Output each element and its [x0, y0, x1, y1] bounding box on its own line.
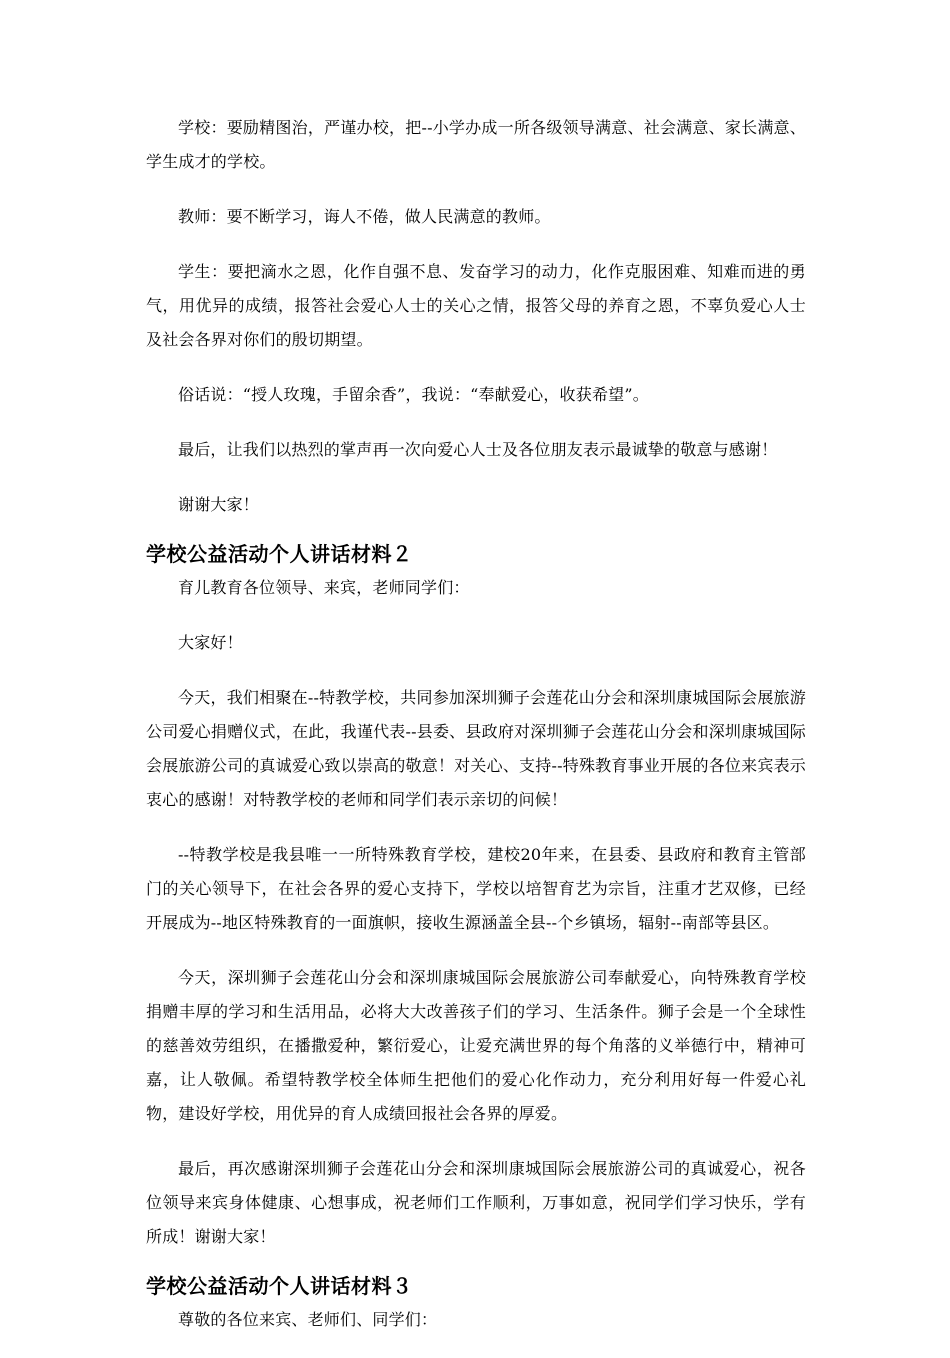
paragraph-salutation-3: 尊敬的各位来宾、老师们、同学们： [178, 1310, 438, 1329]
paragraph-proverb: 俗话说：“授人玫瑰，手留余香”，我说：“奉献爱心，收获希望”。 [178, 385, 649, 404]
paragraph-salutation-2: 育儿教育各位领导、来宾，老师同学们： [178, 578, 470, 597]
paragraph-final-thanks: 最后，再次感谢深圳狮子会莲花山分会和深圳康城国际会展旅游公司的真诚爱心，祝各位领导来宾身体健康、心想事成，祝老师们工作顺利，万事如意，祝同学们学习快乐，学有所成！谢谢大家！ [146, 1159, 806, 1246]
paragraph-student-goal: 学生：要把滴水之恩，化作自强不息、发奋学习的动力，化作克服困难、知难而进的勇气，用优异的成绩，报答社会爱心人士的关心之情，报答父母的养育之恩，不辜负爱心人士及社会各界对你们的殷切期望。 [146, 262, 806, 349]
paragraph-donation: 今天，深圳狮子会莲花山分会和深圳康城国际会展旅游公司奉献爱心，向特殊教育学校捐赠丰厚的学习和生活用品，必将大大改善孩子们的学习、生活条件。狮子会是一个全球性的慈善效劳组织，在播撒爱种，繁衍爱心，让爱充满世界的每个角落的义举德行中，精神可嘉，让人敬佩。希望特教学校全体师生把他们的爱心化作动力，充分利用好每一件爱心礼物，建设好学校，用优异的育人成绩回报社会各界的厚爱。 [146, 968, 806, 1123]
section-heading-2: 学校公益活动个人讲话材料２ [146, 542, 413, 566]
paragraph-greeting-2: 大家好！ [178, 633, 243, 652]
paragraph-closing-thanks: 最后，让我们以热烈的掌声再一次向爱心人士及各位朋友表示最诚挚的敬意与感谢！ [178, 440, 778, 459]
paragraph-gathering: 今天，我们相聚在--特教学校，共同参加深圳狮子会莲花山分会和深圳康城国际会展旅游公司爱心捐赠仪式，在此，我谨代表--县委、县政府对深圳狮子会莲花山分会和深圳康城国际会展旅游公司的真诚爱心致以崇高的敬意！对关心、支持--特殊教育事业开展的各位来宾表示衷心的感谢！对特教学校的老师和同学们表示亲切的问候！ [146, 688, 806, 809]
paragraph-thank-all: 谢谢大家！ [178, 495, 260, 514]
section-heading-3: 学校公益活动个人讲话材料３ [146, 1274, 413, 1298]
paragraph-school-goal: 学校：要励精图治，严谨办校，把--小学办成一所各级领导满意、社会满意、家长满意、学生成才的学校。 [146, 118, 806, 171]
paragraph-teacher-goal: 教师：要不断学习，诲人不倦，做人民满意的教师。 [178, 207, 551, 226]
document-page [146, 111, 806, 1358]
paragraph-school-intro: --特教学校是我县唯一一所特殊教育学校，建校20年来，在县委、县政府和教育主管部门的关心领导下，在社会各界的爱心支持下，学校以培智育艺为宗旨，注重才艺双修，已经开展成为--地区特殊教育的一面旗帜，接收生源涵盖全县--个乡镇场，辐射--南部等县区。 [146, 845, 806, 932]
